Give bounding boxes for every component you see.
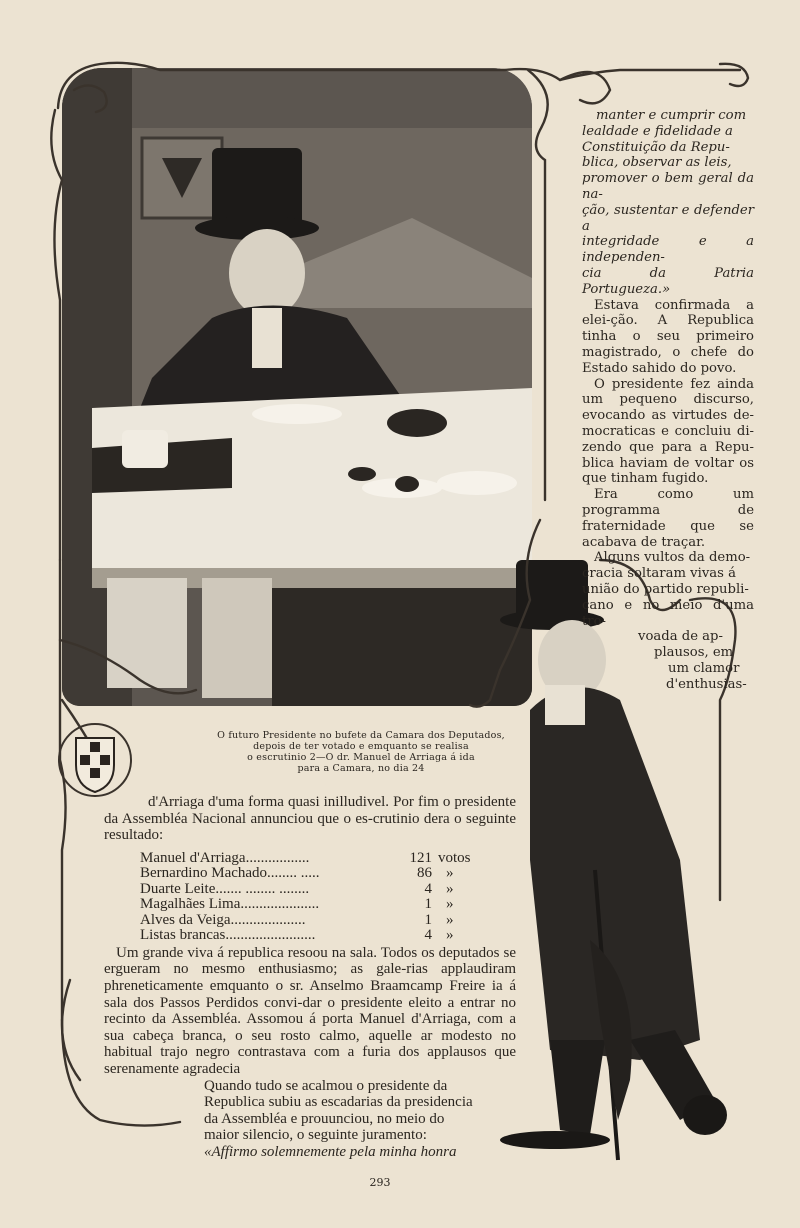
text-line: maior silencio, o seguinte juramento:: [204, 1127, 427, 1144]
buffet-scene-illustration: [62, 68, 532, 706]
text-line: voada de ap-: [638, 629, 723, 645]
caption-line: o escrutinio 2—O dr. Manuel de Arriaga á ida: [247, 752, 475, 763]
vote-unit: »: [446, 927, 454, 944]
text-line: cracia soltaram vivas á: [582, 566, 736, 582]
text-line: plausos, em: [654, 645, 734, 661]
text-line: um clamor: [668, 660, 740, 676]
vote-unit: »: [446, 880, 454, 897]
vote-row: [140, 912, 480, 928]
paragraph-speech: O presidente fez ainda um pequeno discurso, evocando as virtudes de-mocraticas e concluiu di-zendo que para a Repu-blica haviam de voltar os que tinham fugido.: [582, 376, 754, 487]
paragraph-election-confirmed: Estava confirmada a elei-ção. A Republica tinha o seu primeiro magistrado, o chefe do Estado sahido do povo.: [582, 297, 754, 376]
paragraph-final: [104, 1078, 516, 1161]
right-column-text: [582, 108, 754, 692]
oath-line: Constituição da Repu-: [582, 139, 730, 155]
candidate-name: Manuel d'Arriaga.................: [140, 849, 310, 866]
oath-line: promover o bem geral da na-: [582, 171, 754, 202]
vote-count: 1: [424, 896, 432, 913]
vote-count: 121: [409, 849, 432, 866]
vote-unit: »: [446, 911, 454, 928]
main-body-text: [104, 794, 516, 1161]
paragraph-intro: d'Arriaga d'uma forma quasi inilludivel. Por fim o presidente da Assembléa Nacional annunciou que o es-crutinio dera o seguinte resultado:: [104, 794, 516, 844]
vote-count: 4: [424, 927, 432, 944]
candidate-name: Listas brancas........................: [140, 927, 316, 944]
vote-row: [140, 850, 480, 866]
text-line: d'enthusias-: [666, 676, 747, 692]
oath-start-line: «Affirmo solemnemente pela minha honra: [204, 1143, 457, 1160]
oath-line: integridade e a independen-: [582, 234, 754, 266]
oath-line: blica, observar as leis,: [582, 155, 732, 171]
candidate-name: Duarte Leite....... ........ ........: [140, 880, 310, 897]
caption-line: para a Camara, no dia 24: [297, 763, 425, 774]
candidate-name: Bernardino Machado........ .....: [140, 865, 320, 882]
vote-count: 4: [424, 880, 432, 897]
vote-unit: votos: [438, 849, 471, 866]
paragraph-fraternity: Era como um programma de fraternidade que se acabava de traçar.: [582, 487, 754, 550]
paragraph-vivas: [582, 550, 754, 692]
vote-count: 1: [424, 911, 432, 928]
page-number: 293: [369, 1176, 391, 1189]
oath-line: manter e cumprir com: [596, 108, 747, 123]
caption-line: depois de ter votado e emquanto se realisa: [253, 741, 469, 752]
paragraph-viva: Um grande viva á republica resoou na sala. Todos os deputados se ergueram no mesmo enthusiasmo; as gale-rias applaudiram phreneticamente emquanto o sr. Anselmo Braamcamp Freire ia á sala dos Passos Perdidos convi-dar o presidente eleito a entrar no recinto da Assembléa. Assomou á porta Manuel d'Arriaga, com a sua cabeça branca, o seu rosto calmo, aquelle ar modesto no habitual trajo negro contrastava com a furia dos applausos que serenamente agradecia: [104, 944, 516, 1077]
vote-unit: »: [446, 865, 454, 882]
photo-president-at-buffet: [62, 68, 532, 706]
text-line: Quando tudo se acalmou o presidente da: [204, 1077, 448, 1094]
vote-row: [140, 896, 480, 912]
oath-line: ção, sustentar e defender a: [582, 202, 754, 234]
text-line: Alguns vultos da demo-: [594, 550, 751, 566]
vote-row: [140, 927, 480, 943]
text-line: união do partido republi-: [582, 581, 749, 597]
vote-count: 86: [417, 865, 432, 882]
vote-row: [140, 865, 480, 881]
coat-of-arms-icon: [59, 724, 131, 796]
vote-unit: »: [446, 896, 454, 913]
candidate-name: Alves da Veiga....................: [140, 911, 306, 928]
vote-row: [140, 881, 480, 897]
oath-line: cia da Patria Portugueza.»: [582, 265, 754, 297]
text-line: Republica subiu as escadarias da presidencia: [204, 1094, 473, 1111]
text-line: cano e no meio d'uma tro-: [582, 597, 754, 629]
caption-line: O futuro Presidente no bufete da Camara dos Deputados,: [217, 730, 505, 741]
photo-caption: [196, 730, 526, 774]
oath-line: lealdade e fidelidade a: [582, 123, 733, 139]
text-line: da Assembléa e prouunciou, no meio do: [204, 1110, 445, 1127]
candidate-name: Magalhães Lima.....................: [140, 896, 320, 913]
vote-results-table: [140, 850, 480, 943]
oath-continuation: [582, 108, 754, 298]
